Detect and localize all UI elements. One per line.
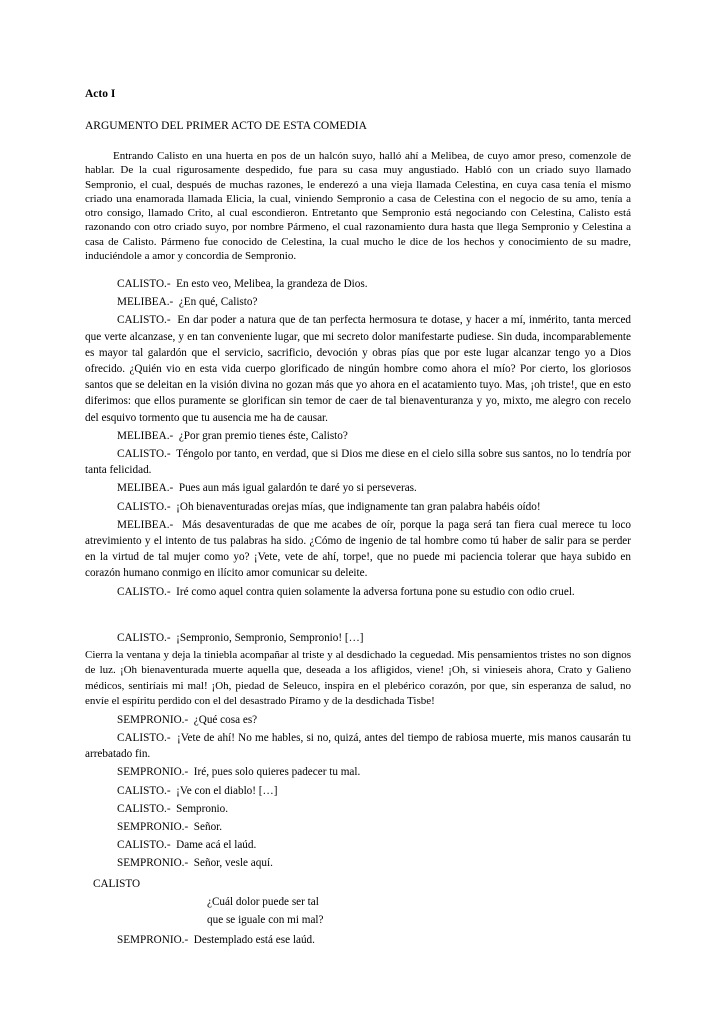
dialogue-line (85, 819, 631, 835)
dialogue-line (85, 855, 631, 871)
speech-text: Más desaventuradas de que me acabes de oír, porque la paga será tan fiera cual merece tu loco atrevimiento y el intento de tus palabras ha sido. ¿Cómo de ingenio de tal hombre como tú haber de salir para se perder en la virtud de tal mujer como yo? ¡Vete, vete de ahí, torpe!, que no puede mi paciencia tolerar que haya subido en corazón humano conmigo en ilícito amor comunicar su deleite. (85, 518, 632, 580)
dialogue-line (85, 276, 631, 292)
dialogue-line (85, 499, 631, 515)
dialogue-line (85, 480, 631, 496)
dialogue-line (85, 428, 631, 444)
speech-text: ¡Sempronio, Sempronio, Sempronio! […] (176, 631, 364, 644)
dialogue-line (85, 446, 631, 478)
dialogue-line (85, 712, 631, 728)
dialogue-line (85, 730, 631, 762)
speech-text: Destemplado está ese laúd. (193, 933, 315, 946)
speech-text: En esto veo, Melibea, la grandeza de Dios. (176, 278, 368, 290)
verse-line: ¿Cuál dolor puede ser tal (207, 895, 319, 908)
dialogue-line (85, 764, 631, 780)
dialogue-line (85, 584, 631, 600)
speech-text: Téngolo por tanto, en verdad, que si Dios me diese en el cielo silla sobre sus santos, no lo tendría por tanta felicidad. (85, 448, 631, 477)
speech-text: Señor, vesle aquí. (193, 857, 273, 870)
dialogue-line (85, 783, 631, 799)
speaker-name: CALISTO.- (117, 731, 171, 744)
speech-text: En dar poder a natura que de tan perfecta hermosura te dotase, y hacer a mí, inmérito, tanta merced que verte alcanzase, y en tan conveniente lugar, que mi secreto dolor manifestarte pudiese. Sin duda, incomparablemente es mayor tal galardón que el servicio, sacrificio, devoción y obras pías que por este lugar alcanzar tengo yo a Dios ofrecido. ¿Quién vio en esta vida cuerpo glorificado de ningún hombre como ahora el mío? Por cierto, los gloriosos santos que se deleitan en la visión divina no gozan más que yo ahora en el acatamiento tuyo. Mas, ¡oh triste!, que en esto diferimos: que ellos puramente se glorifican sin temor de caer de tal bienaventuranza y yo, mixto, me alegro con recelo del esquivo tormento que tu ausencia me ha de causar. (85, 314, 632, 424)
speaker-name: CALISTO.- (117, 314, 171, 327)
dialogue-line (85, 312, 631, 425)
speech-text: ¡Vete de ahí! No me hables, si no, quizá, antes del tiempo de rabiosa muerte, mis manos causarán tu arrebatado fin. (85, 731, 631, 761)
speaker-name: SEMPRONIO.- (117, 933, 189, 946)
speech-text: ¿Por gran premio tienes éste, Calisto? (178, 429, 348, 442)
dialogue-line (85, 294, 631, 310)
act-title: Acto I (85, 88, 116, 100)
speaker-name: SEMPRONIO.- (117, 766, 189, 779)
speech-text: ¡Oh bienaventuradas orejas mías, que indignamente tan gran palabra habéis oído! (176, 500, 541, 513)
speaker-name: MELIBEA.- (117, 296, 174, 309)
dialogue-line (85, 932, 631, 948)
dialogue-line (85, 630, 631, 646)
speaker-name: MELIBEA.- (117, 429, 174, 442)
dialogue-line (85, 837, 631, 853)
speaker-name: CALISTO.- (117, 784, 171, 797)
speaker-name: SEMPRONIO.- (117, 820, 189, 833)
dialogue-line (85, 801, 631, 817)
argument-title: ARGUMENTO DEL PRIMER ACTO DE ESTA COMEDIA (85, 120, 367, 132)
dialogue-body (85, 276, 631, 950)
speech-text: Pues aun más igual galardón te daré yo si perseveras. (178, 482, 417, 495)
speech-text: ¿Qué cosa es? (193, 713, 258, 726)
speech-text: Sempronio. (176, 802, 229, 815)
speaker-name: MELIBEA.- (117, 518, 174, 531)
speaker-name: CALISTO.- (117, 448, 171, 461)
speaker-name: CALISTO.- (117, 839, 171, 852)
song-speaker: CALISTO (93, 877, 141, 890)
speaker-name: CALISTO.- (117, 585, 171, 598)
verse-line: que se iguale con mi mal? (207, 913, 324, 926)
speaker-name: CALISTO.- (117, 500, 171, 513)
scene-one (85, 276, 631, 600)
speech-text: Dame acá el laúd. (176, 839, 257, 852)
speaker-name: SEMPRONIO.- (117, 857, 189, 870)
monologue-paragraph: Cierra la ventana y deja la tiniebla acompañar al triste y al desdichado la ceguedad. Mis pensamientos tristes no son dignos de luz. ¡Oh bienaventurada muerte aquella que, deseada a los afligidos, viene! ¡Oh, si vinieseis ahora, Crato y Galieno médicos, sentiríais mi mal! ¡Oh, piedad de Seleuco, inspira en el plebérico corazón, por que, sin esperanza de salud, no envíe el espíritu perdido con el del desastrado Píramo y de la desdichada Tisbe! (85, 649, 631, 708)
speaker-name: CALISTO.- (117, 802, 171, 815)
speaker-name: SEMPRONIO.- (117, 713, 189, 726)
speech-text: Iré, pues solo quieres padecer tu mal. (193, 766, 361, 779)
speech-text: ¡Ve con el diablo! […] (176, 784, 278, 797)
speaker-name: MELIBEA.- (117, 482, 174, 495)
scene-two (85, 712, 631, 872)
speech-text: Señor. (193, 820, 223, 833)
argument-paragraph: Entrando Calisto en una huerta en pos de un halcón suyo, halló ahí a Melibea, de cuyo amor preso, comenzole de hablar. De la cual rigurosamente despedido, fue para su casa muy angustiado. Habló con un criado suyo llamado Sempronio, el cual, después de muchas razones, le enderezó a una vieja llamada Celestina, en cuya casa tenía el mismo criado una enamorada llamada Elicia, la cual, viniendo Sempronio a casa de Celestina con el negocio de su amo, tenía a otro consigo, llamado Crito, al cual escondieron. Entretanto que Sempronio está negociando con Celestina, Calisto está razonando con otro criado suyo, por nombre Pármeno, el cual razonamiento dura hasta que llega Sempronio y Celestina a casa de Calisto. Pármeno fue conocido de Celestina, la cual mucho le dice de los hechos y conocimiento de su madre, induciéndole a amor y concordia de Sempronio. (85, 150, 631, 263)
speaker-name: CALISTO.- (117, 631, 171, 644)
speech-text: Iré como aquel contra quien solamente la adversa fortuna pone su estudio con odio cruel. (176, 585, 575, 598)
speaker-name: CALISTO.- (117, 278, 171, 290)
dialogue-line (85, 517, 631, 582)
speech-text: ¿En qué, Calisto? (178, 296, 258, 309)
